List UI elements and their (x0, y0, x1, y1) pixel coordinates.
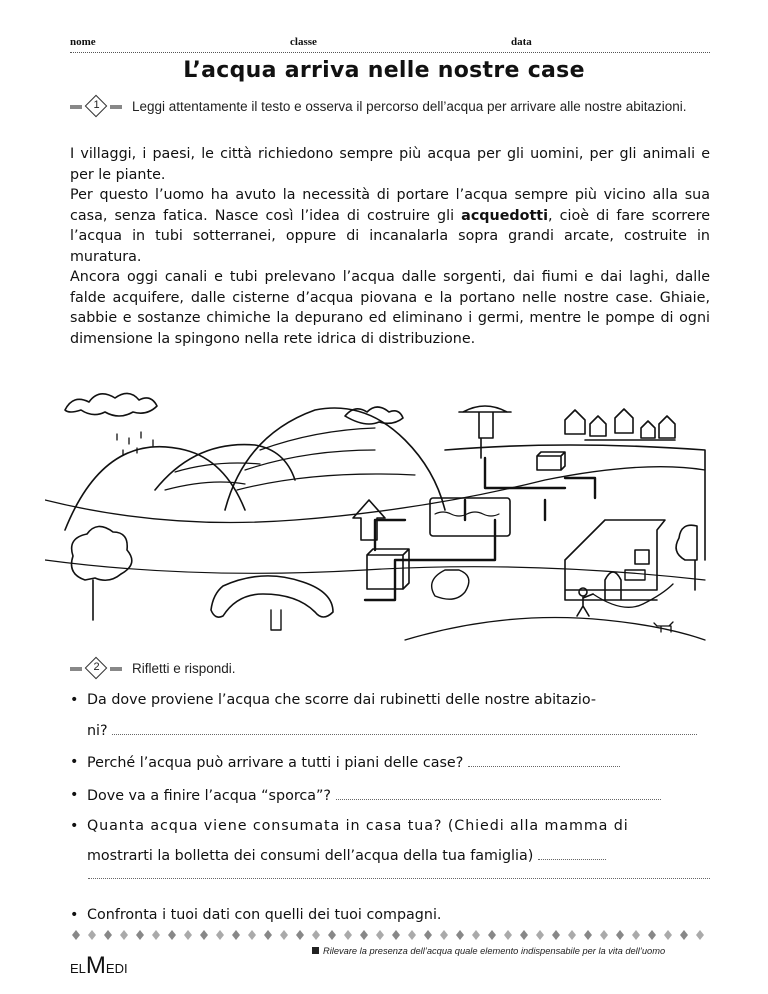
mountain-big (225, 408, 445, 510)
diamond-dot (344, 930, 352, 940)
diamond-dot (328, 930, 336, 940)
exercise-2-number: 2 (93, 661, 100, 673)
diamond-dot (136, 930, 144, 940)
question-4-line-b: mostrarti la bolletta dei consumi dell’acqua della tua famiglia) (87, 848, 534, 864)
question-1-line-b: ni? (87, 723, 108, 739)
question-2 (70, 754, 710, 774)
diamond-dot (632, 930, 640, 940)
exercise-2-instruction: Rifletti e rispondi. (132, 661, 236, 676)
spring-basin (211, 576, 333, 617)
tree-left (72, 526, 132, 620)
footer-objective (312, 946, 665, 956)
name-label: nome (70, 36, 96, 48)
diamond-dot (408, 930, 416, 940)
answer-line-4[interactable] (538, 847, 606, 860)
aqueduct-illustration (45, 380, 710, 665)
diamond-dot (680, 930, 688, 940)
answer-line-2[interactable] (468, 754, 620, 767)
question-5 (70, 907, 710, 927)
diamond-dot (664, 930, 672, 940)
diamond-dot (248, 930, 256, 940)
question-1 (70, 692, 710, 742)
diamond-dot (120, 930, 128, 940)
diamond-dot (568, 930, 576, 940)
diamond-dot (616, 930, 624, 940)
reading-text (70, 144, 710, 349)
diamond-dot (296, 930, 304, 940)
tree-right (676, 525, 697, 590)
answer-line-1[interactable] (112, 722, 697, 735)
diamond-dot (232, 930, 240, 940)
diamond-dot (216, 930, 224, 940)
keyword-acquedotti: acquedotti (461, 207, 549, 224)
diamond-dot (184, 930, 192, 940)
exercise-1-marker (70, 97, 128, 117)
question-3-text: Dove va a finire l’acqua “sporca”? (87, 788, 332, 804)
diamond-dot (440, 930, 448, 940)
diamond-dot (600, 930, 608, 940)
class-label: classe (290, 36, 317, 48)
question-2-text: Perché l’acqua può arrivare a tutti i piani delle case? (87, 755, 464, 771)
bullet-icon: • (70, 754, 79, 770)
answer-line-3[interactable] (336, 787, 661, 800)
diamond-dot (376, 930, 384, 940)
question-1-line-a: Da dove proviene l’acqua che scorre dai rubinetti delle nostre abitazio- (87, 692, 597, 708)
square-bullet-icon (312, 947, 319, 954)
water-tower-icon (459, 406, 511, 458)
diamond-dot (456, 930, 464, 940)
mountain-mid (155, 445, 295, 490)
diamond-dot (200, 930, 208, 940)
diamond-dot (152, 930, 160, 940)
paragraph-2: Per questo l’uomo ha avuto la necessità di portare l’acqua sempre più vicino alla sua casa, senza fatica. Nasce così l’idea di costruire gli acquedotti, cioè di fare scorrere l’acqua in tubi sotterranei, oppure di incanalarla sopra grandi arcate, costruite in muratura. (70, 187, 710, 265)
pump-box-1 (537, 452, 565, 470)
question-4 (70, 818, 710, 870)
bullet-icon: • (70, 818, 79, 834)
diamond-dot (584, 930, 592, 940)
student-header (70, 34, 710, 53)
date-label: data (511, 36, 532, 48)
gardener-figure (577, 588, 593, 616)
question-4-line-a: Quanta acqua viene consumata in casa tua? (Chiedi alla mamma di (87, 818, 629, 834)
page-title: L’acqua arriva nelle nostre case (183, 58, 585, 83)
bullet-icon: • (70, 787, 79, 803)
cloud-left (65, 393, 157, 416)
diamond-dot (264, 930, 272, 940)
diamond-dot (88, 930, 96, 940)
diamond-dot (312, 930, 320, 940)
diamond-dot (472, 930, 480, 940)
diamond-dot (536, 930, 544, 940)
diamond-border-decoration (70, 928, 710, 942)
diamond-dot (504, 930, 512, 940)
diamond-dot (280, 930, 288, 940)
diamond-dot (696, 930, 704, 940)
diamond-dot (392, 930, 400, 940)
elmedi-logo: ELMEDI (70, 952, 128, 979)
pipe-network (365, 458, 595, 600)
diamond-dot (488, 930, 496, 940)
answer-line-4b[interactable] (88, 878, 710, 879)
footer-note: Rilevare la presenza dell’acqua quale elemento indispensabile per la vita dell’uomo (323, 946, 666, 956)
exercise-2-marker (70, 659, 128, 679)
diamond-dot (648, 930, 656, 940)
diamond-dot (104, 930, 112, 940)
bullet-icon: • (70, 692, 79, 708)
house-icon (565, 520, 665, 600)
question-5-text: Confronta i tuoi dati con quelli dei tuoi compagni. (87, 907, 442, 923)
diamond-dot (72, 930, 80, 940)
hill-left (65, 447, 245, 530)
diamond-dot (552, 930, 560, 940)
exercise-1-instruction: Leggi attentamente il testo e osserva il percorso dell’acqua per arrivare alle nostre abitazioni. (132, 99, 687, 114)
village-houses (565, 409, 675, 440)
rain-drops (117, 432, 153, 455)
diamond-dot (424, 930, 432, 940)
question-3 (70, 787, 710, 807)
filter-tank (430, 498, 510, 536)
paragraph-3: Ancora oggi canali e tubi prelevano l’acqua dalle sorgenti, dai fiumi e dai laghi, dalle falde acquifere, dalle cisterne d’acqua piovana e la portano nelle nostre case. Ghiaie, sabbie e sostanze chimiche la depurano ed eliminano i germi, mentre le pompe di ogni dimensione la spingono nella rete idrica di distribuzione. (70, 269, 710, 347)
diamond-dot (520, 930, 528, 940)
diamond-dot (360, 930, 368, 940)
paragraph-1: I villaggi, i paesi, le città richiedono sempre più acqua per gli uomini, per gli animali e per le piante. (70, 146, 710, 183)
exercise-1-number: 1 (93, 99, 100, 111)
bullet-icon: • (70, 907, 79, 923)
diamond-dot (168, 930, 176, 940)
